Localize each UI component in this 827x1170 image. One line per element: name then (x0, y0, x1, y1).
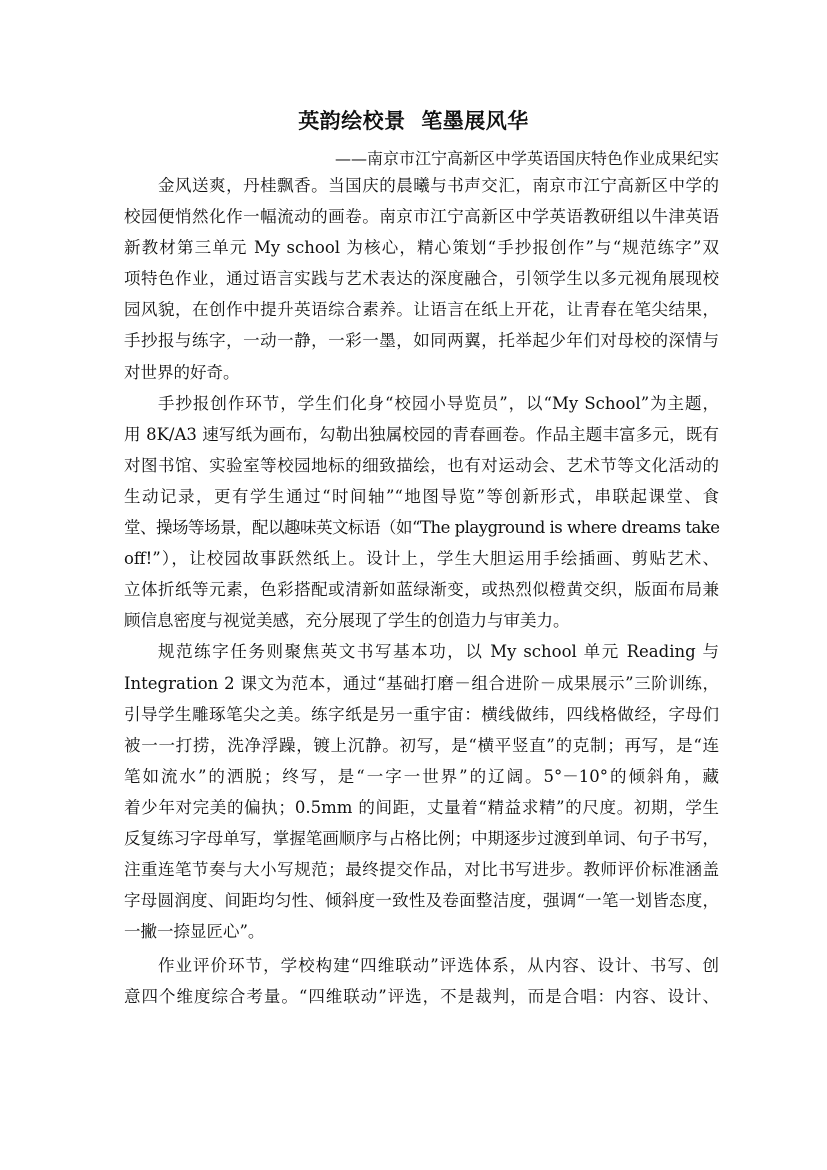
paragraph (124, 170, 719, 388)
text-line: off!”），让校园故事跃然纸上。设计上，学生大胆运用手绘插画、剪贴艺术、 (124, 549, 719, 569)
text-line: 注重连笔节奏与大小写规范；最终提交作品，对比书写进步。教师评价标准涵盖 (124, 860, 719, 880)
text-line: 作业评价环节，学校构建“四维联动”评选体系，从内容、设计、书写、创 (158, 956, 719, 976)
paragraph (124, 950, 719, 1012)
paragraph (124, 636, 719, 947)
text-line: 新教材第三单元 My school 为核心，精心策划“手抄报创作”与“规范练字”双 (124, 238, 719, 258)
document-subtitle: ——南京市江宁高新区中学英语国庆特色作业成果纪实 (334, 149, 719, 168)
text-line: 对图书馆、实验室等校园地标的细致描绘，也有对运动会、艺术节等文化活动的 (124, 455, 719, 475)
text-line: 用 8K/A3 速写纸为画布，勾勒出独属校园的青春画卷。作品主题丰富多元，既有 (124, 424, 719, 444)
text-line: 反复练习字母单写，掌握笔画顺序与占格比例；中期逐步过渡到单词、句子书写， (124, 828, 719, 848)
text-line: 引导学生雕琢笔尖之美。练字纸是另一重宇宙：横线做纬，四线格做经，字母们 (124, 704, 719, 724)
text-line: 手抄报创作环节，学生们化身“校园小导览员”，以“My School”为主题， (158, 393, 719, 413)
text-line: 顾信息密度与视觉美感，充分展现了学生的创造力与审美力。 (124, 611, 570, 631)
paragraph (124, 388, 719, 637)
text-line: 笔如流水”的洒脱；终写，是“一字一世界”的辽阔。5°－10°的倾斜角，藏 (124, 766, 719, 786)
document-title: 英韵绘校景 笔墨展风华 (298, 108, 529, 133)
text-line: 生动记录，更有学生通过“时间轴”“地图导览”等创新形式，串联起课堂、食 (124, 486, 719, 506)
text-line: 金风送爽，丹桂飘香。当国庆的晨曦与书声交汇，南京市江宁高新区中学的 (158, 176, 719, 195)
text-line: 被一一打捞，洗净浮躁，镀上沉静。初写，是“横平竖直”的克制；再写，是“连 (124, 735, 719, 755)
text-line: 一撇一捺显匠心”。 (124, 922, 265, 942)
text-line: 规范练字任务则聚焦英文书写基本功，以 My school 单元 Reading 与 (158, 642, 719, 662)
text-line: 立体折纸等元素，色彩搭配或清新如蓝绿渐变，或热烈似橙黄交织，版面布局兼 (124, 580, 719, 600)
text-line: 手抄报与练字，一动一静，一彩一墨，如同两翼，托举起少年们对母校的深情与 (124, 331, 719, 351)
text-line: 项特色作业，通过语言实践与艺术表达的深度融合，引领学生以多元视角展现校 (124, 269, 719, 289)
document-body (124, 170, 719, 1013)
text-line: 堂、操场等场景，配以趣味英文标语（如“The playground is where dreams take (124, 518, 720, 538)
text-line: 意四个维度综合考量。“四维联动”评选，不是裁判，而是合唱：内容、设计、 (124, 987, 719, 1007)
text-line: 园风貌，在创作中提升英语综合素养。让语言在纸上开花，让青春在笔尖结果， (124, 300, 719, 320)
text-line: Integration 2 课文为范本，通过“基础打磨－组合进阶－成果展示”三阶训练， (124, 673, 719, 693)
text-line: 对世界的好奇。 (124, 362, 240, 382)
text-line: 校园便悄然化作一幅流动的画卷。南京市江宁高新区中学英语教研组以牛津英语 (124, 207, 719, 227)
text-line: 字母圆润度、间距均匀性、倾斜度一致性及卷面整洁度，强调“一笔一划皆态度， (124, 891, 719, 911)
text-line: 着少年对完美的偏执；0.5mm 的间距，丈量着“精益求精”的尺度。初期，学生 (124, 797, 719, 817)
